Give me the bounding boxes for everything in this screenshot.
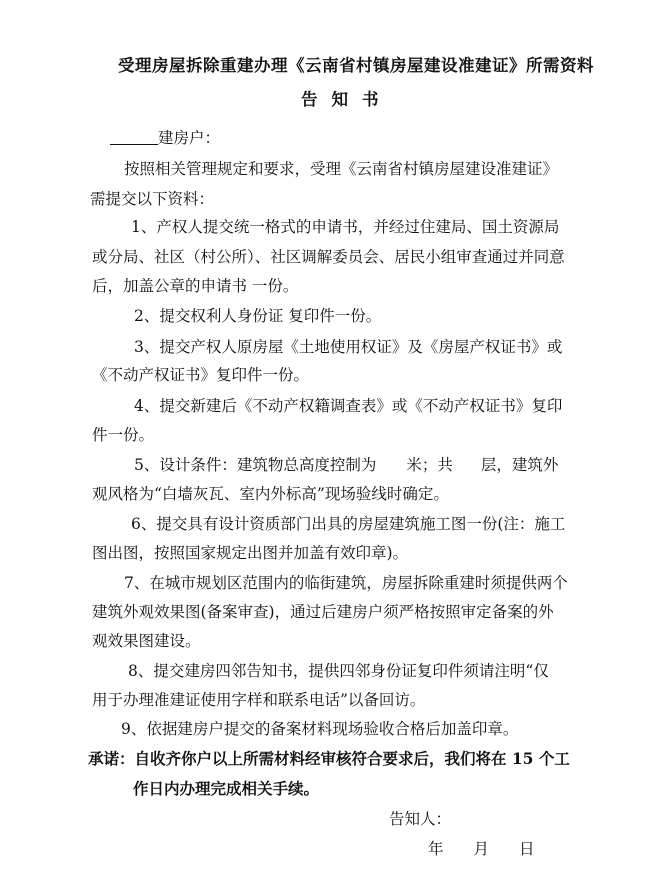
date-day: 日 <box>519 840 535 858</box>
item-4-line-1: 4、提交新建后《不动产权籍调查表》或《不动产权证书》复印 <box>134 397 563 415</box>
item-3-line-2: 《不动产权证书》复印件一份。 <box>92 366 310 384</box>
item-7-line-3: 观效果图建设。 <box>92 632 201 650</box>
item-4-line-2: 件一份。 <box>92 426 155 444</box>
item-1-line-3: 后，加盖公章的申请书 一份。 <box>92 277 299 295</box>
item-5-text-b: 米；共 <box>406 456 453 474</box>
intro-line-2: 需提交以下资料： <box>90 190 215 208</box>
item-7-line-2: 建筑外观效果图(备案审查)，通过后建房户须严格按照审定备案的外 <box>92 603 554 621</box>
item-5-text-c: 层，建筑外 <box>480 456 559 474</box>
item-6-line-1: 6、提交具有设计资质部门出具的房屋建筑施工图一份(注：施工 <box>131 515 566 533</box>
item-6-line-2: 图出图，按照国家规定出图并加盖有效印章)。 <box>92 544 409 562</box>
intro-line-1: 按照相关管理规定和要求，受理《云南省村镇房屋建设准建证》 <box>124 160 559 178</box>
date-line <box>428 839 535 859</box>
item-1-line-1: 1、产权人提交统一格式的申请书，并经过住建局、国土资源局 <box>131 218 560 236</box>
item-3-line-1: 3、提交产权人原房屋《土地使用权证》及《房屋产权证书》或 <box>134 338 563 356</box>
item-5-line-1 <box>134 455 558 475</box>
addressee-line <box>110 128 220 148</box>
addressee-label: 建房户： <box>158 129 221 147</box>
item-7-line-1: 7、在城市规划区范围内的临街建筑，房屋拆除重建时须提供两个 <box>124 574 568 592</box>
item-1-line-2: 或分局、社区（村公所）、社区调解委员会、居民小组审查通过并同意 <box>92 248 565 266</box>
notifier-label: 告知人： <box>389 810 452 828</box>
date-month: 月 <box>473 840 490 858</box>
date-year: 年 <box>428 840 444 858</box>
item-9-line-1: 9、依据建房户提交的备案材料现场验收合格后加盖印章。 <box>121 720 519 738</box>
document-subtitle: 告知书 <box>301 90 393 109</box>
item-8-line-2: 用于办理准建证使用字样和联系电话”以备回访。 <box>92 691 426 709</box>
promise-line-2: 作日内办理完成相关手续。 <box>133 779 320 798</box>
item-5-text-a: 5、设计条件：建筑物总高度控制为 <box>134 456 377 474</box>
promise-line-1: 承诺：自收齐你户以上所需材料经审核符合要求后，我们将在 15 个工 <box>88 749 570 768</box>
item-8-line-1: 8、提交建房四邻告知书，提供四邻身份证复印件须请注明“仅 <box>128 662 549 680</box>
item-2-line-1: 2、提交权利人身份证 复印件一份。 <box>134 307 382 325</box>
item-5-line-2: 观风格为“白墙灰瓦、室内外标高”现场验线时确定。 <box>92 485 449 503</box>
addressee-blank <box>110 128 158 145</box>
document-title: 受理房屋拆除重建办理《云南省村镇房屋建设准建证》所需资料 <box>118 56 594 75</box>
